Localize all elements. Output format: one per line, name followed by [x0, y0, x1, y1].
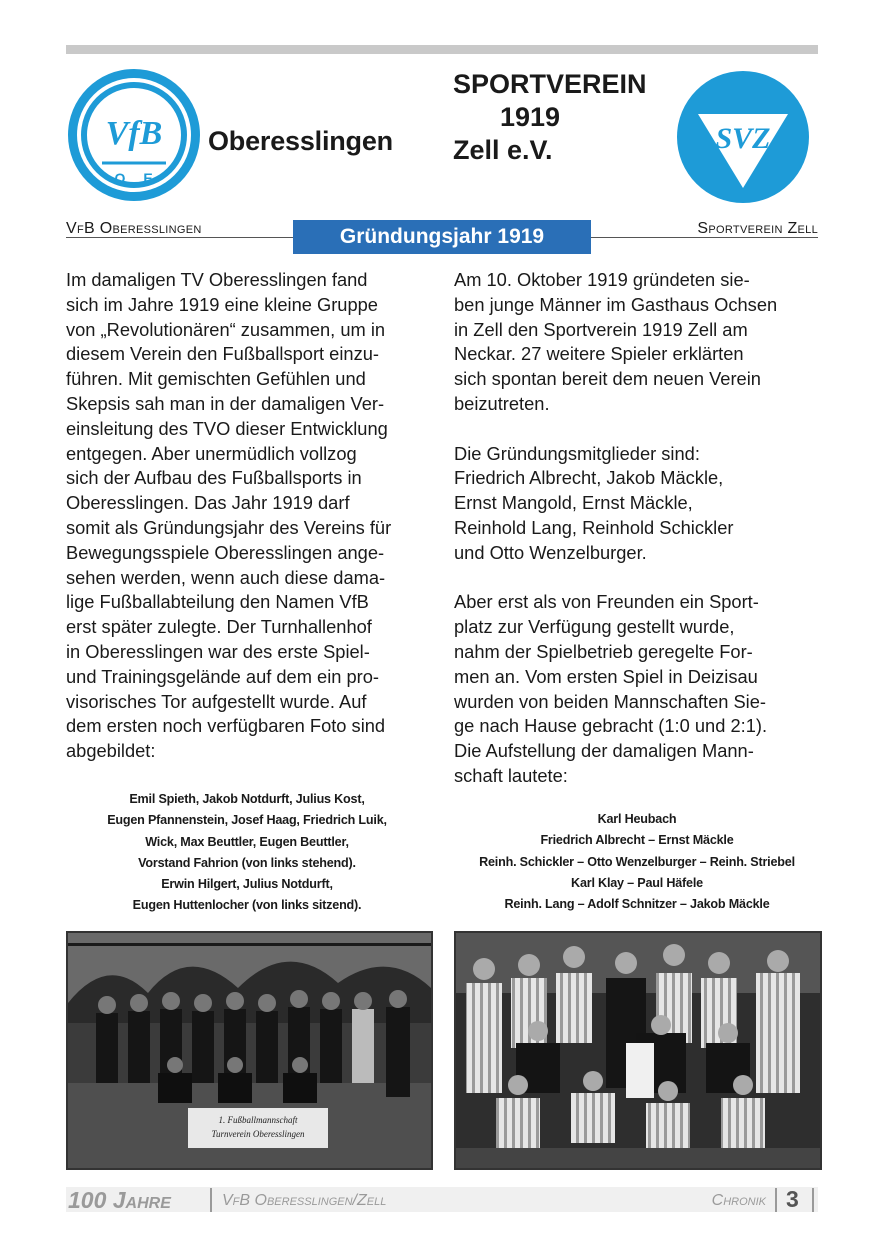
right-column — [454, 268, 820, 789]
caption-line: Friedrich Albrecht – Ernst Mäckle — [540, 833, 734, 848]
left-photo-caption — [66, 789, 428, 917]
banner-row — [66, 214, 818, 254]
banner-left-label: VfB Oberesslingen — [66, 220, 202, 237]
footer-subtitle: VfB Oberesslingen/Zell — [222, 1192, 387, 1209]
top-rule — [66, 45, 818, 54]
svz-logo-letters: SVZ — [715, 122, 771, 155]
footer-title-word: Jahre — [112, 1187, 171, 1213]
banner-title: Gründungsjahr 1919 — [293, 220, 591, 254]
vfb-logo-letters: VfB — [105, 115, 163, 152]
vfb-logo-o: O — [114, 170, 126, 186]
left-photo-inscription-2: Turnverein Oberesslingen — [211, 1129, 305, 1139]
banner-right-label: Sportverein Zell — [697, 220, 818, 237]
caption-line: Karl Klay – Paul Häfele — [571, 875, 703, 890]
svz-logo — [676, 70, 810, 204]
right-paragraph-3: Aber erst als von Freunden ein Sport- platz zur Verfügung gestellt wurde, nahm der Spielbetrieb geregelte For- men an. Vom ersten Spiel in Deizisau wurden von beiden Mannschaften Sie- ge nach Hause gebracht (1:0 und 2:1). Die Aufstellung der damaligen Mann- schaft lautete: — [454, 591, 768, 786]
caption-line: Eugen Pfannenstein, Josef Haag, Friedrich Luik, — [107, 813, 387, 828]
caption-line: Eugen Huttenlocher (von links sitzend). — [132, 898, 362, 913]
caption-line: Emil Spieth, Jakob Notdurft, Julius Kost, — [129, 792, 365, 806]
club-name-sportverein-zell — [453, 68, 647, 167]
footer-separator — [775, 1188, 777, 1212]
caption-line: Karl Heubach — [597, 812, 677, 826]
right-paragraph-2: Die Gründungsmitglieder sind: Friedrich Albrecht, Jakob Mäckle, Ernst Mangold, Ernst Mäckle, Reinhold Lang, Reinhold Schickler und Otto Wenzelburger. — [454, 442, 734, 563]
page-number: 3 — [786, 1186, 799, 1212]
vfb-logo-e: E — [143, 170, 153, 186]
caption-line: Reinh. Schickler – Otto Wenzelburger – Reinh. Striebel — [479, 854, 795, 869]
club-name-oberesslingen: Oberesslingen — [208, 126, 393, 156]
team-photo-oberesslingen — [66, 931, 433, 1170]
left-photo-inscription-1: 1. Fußballmannschaft — [218, 1115, 298, 1125]
footer-separator — [812, 1188, 814, 1212]
club-name-right-line3: Zell e.V. — [453, 135, 553, 165]
vfb-logo — [66, 67, 202, 203]
footer-title-number: 100 — [68, 1187, 107, 1213]
left-paragraph: Im damaligen TV Oberesslingen fand sich im Jahre 1919 eine kleine Gruppe von „Revolutionären“ zusammen, um in diesem Verein den Fußballsport einzu- führen. Mit gemischten Gefühlen und Skepsis sah man in der damaligen Ver- einsleitung des TVO dieser Entwicklung entgegen. Aber unermüdlich vollzog sich der Aufbau des Fußballsports in Oberesslingen. Das Jahr 1919 darf somit als Gründungsjahr des Vereins für Bewegungsspiele Oberesslingen ange- sehen werden, wenn auch diese dama- lige Fußballabteilung den Namen VfB erst später zulegte. Der Turnhallenhof in Oberesslingen war des erste Spiel- und Trainingsgelände auf dem ein pro- visorisches Tor aufgestellt wurde. Auf dem ersten noch verfügbaren Foto sind abgebildet: — [66, 269, 392, 762]
footer-section: Chronik — [711, 1192, 766, 1209]
footer-bar — [66, 1187, 818, 1212]
team-photo-zell — [454, 931, 822, 1170]
caption-line: Vorstand Fahrion (von links stehend). — [138, 855, 356, 870]
right-photo-caption — [454, 809, 820, 915]
caption-line: Reinh. Lang – Adolf Schnitzer – Jakob Mäckle — [504, 897, 770, 912]
club-name-right-line1: SPORTVEREIN — [453, 69, 647, 99]
footer-title — [68, 1187, 171, 1214]
footer-separator — [210, 1188, 212, 1212]
club-name-right-line2: 1919 — [500, 102, 561, 132]
right-paragraph-1: Am 10. Oktober 1919 gründeten sie- ben junge Männer im Gasthaus Ochsen in Zell den Sportverein 1919 Zell am Neckar. 27 weitere Spieler erklärten sich spontan bereit dem neuen Verein beizutreten. — [454, 269, 778, 414]
caption-line: Wick, Max Beuttler, Eugen Beuttler, — [145, 834, 349, 849]
left-column — [66, 268, 436, 764]
caption-line: Erwin Hilgert, Julius Notdurft, — [161, 877, 333, 892]
